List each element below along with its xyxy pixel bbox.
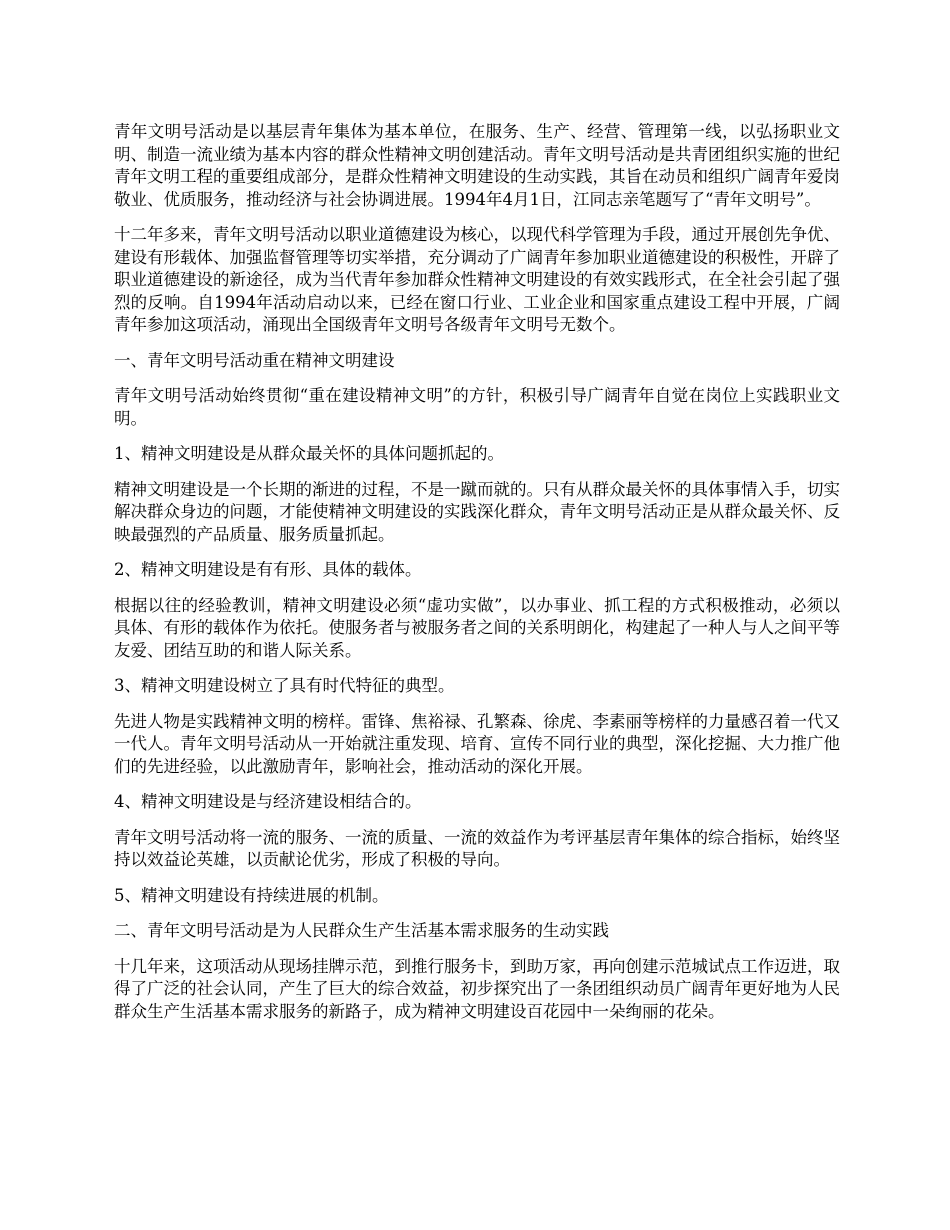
point-4-body: 青年文明号活动将一流的服务、一流的质量、一流的效益作为考评基层青年集体的综合指标，始终坚持以效益论英雄，以贡献论优劣，形成了积极的导向。 xyxy=(114,827,840,869)
point-1-body: 精神文明建设是一个长期的渐进的过程，不是一蹴而就的。只有从群众最关怀的具体事情入手，切实解决群众身边的问题，才能使精神文明建设的实践深化群众，青年文明号活动正是从群众最关怀、反映最强烈的产品质量、服务质量抓起。 xyxy=(114,479,840,544)
point-3-body: 先进人物是实践精神文明的榜样。雷锋、焦裕禄、孔繁森、徐虎、李素丽等榜样的力量感召着一代又一代人。青年文明号活动从一开始就注重发现、培育、宣传不同行业的典型，深化挖掘、大力推广他们的先进经验，以此激励青年，影响社会，推动活动的深化开展。 xyxy=(114,711,840,776)
point-2-heading: 2、精神文明建设是有有形、具体的载体。 xyxy=(114,560,422,579)
point-3-heading: 3、精神文明建设树立了具有时代特征的典型。 xyxy=(114,676,455,695)
section-heading-2: 二、青年文明号活动是为人民群众生产生活基本需求服务的生动实践 xyxy=(114,921,609,940)
section-heading-1: 一、青年文明号活动重在精神文明建设 xyxy=(114,350,395,370)
point-1-heading: 1、精神文明建设是从群众最关怀的具体问题抓起的。 xyxy=(114,444,504,463)
document-body xyxy=(114,121,840,1036)
section-2-body: 十几年来，这项活动从现场挂牌示范，到推行服务卡，到助万家，再向创建示范城试点工作迈进，取得了广泛的社会认同，产生了巨大的综合效益，初步探究出了一条团组织动员广阔青年更好地为人民群众生产生活基本需求服务的新路子，成为精神文明建设百花园中一朵绚丽的花朵。 xyxy=(114,956,840,1021)
point-4-heading: 4、精神文明建设是与经济建设相结合的。 xyxy=(114,792,422,811)
intro-paragraph: 青年文明号活动是以基层青年集体为基本单位，在服务、生产、经营、管理第一线，以弘扬职业文明、制造一流业绩为基本内容的群众性精神文明创建活动。青年文明号活动是共青团组织实施的世纪青年文明工程的重要组成部分，是群众性精神文明建设的生动实践，其旨在动员和组织广阔青年爱岗敬业、优质服务，推动经济与社会协调进展。1994年4月1日，江同志亲笔题写了“青年文明号”。 xyxy=(114,122,840,209)
history-paragraph: 十二年多来，青年文明号活动以职业道德建设为核心，以现代科学管理为手段，通过开展创先争优、建设有形载体、加强监督管理等切实举措，充分调动了广阔青年参加职业道德建设的积极性，开辟了职业道德建设的新途径，成为当代青年参加群众性精神文明建设的有效实践形式，在全社会引起了强烈的反响。自1994年活动启动以来，已经在窗口行业、工业企业和国家重点建设工程中开展，广阔青年参加这项活动，涌现出全国级青年文明号各级青年文明号无数个。 xyxy=(114,225,840,334)
point-2-body: 根据以往的经验教训，精神文明建设必须“虚功实做”，以办事业、抓工程的方式积极推动，必须以具体、有形的载体作为依托。使服务者与被服务者之间的关系明朗化，构建起了一种人与人之间平等友爱、团结互助的和谐人际关系。 xyxy=(114,595,840,660)
section-1-intro: 青年文明号活动始终贯彻“重在建设精神文明”的方针，积极引导广阔青年自觉在岗位上实践职业文明。 xyxy=(114,386,840,428)
point-5-heading: 5、精神文明建设有持续进展的机制。 xyxy=(114,885,389,905)
